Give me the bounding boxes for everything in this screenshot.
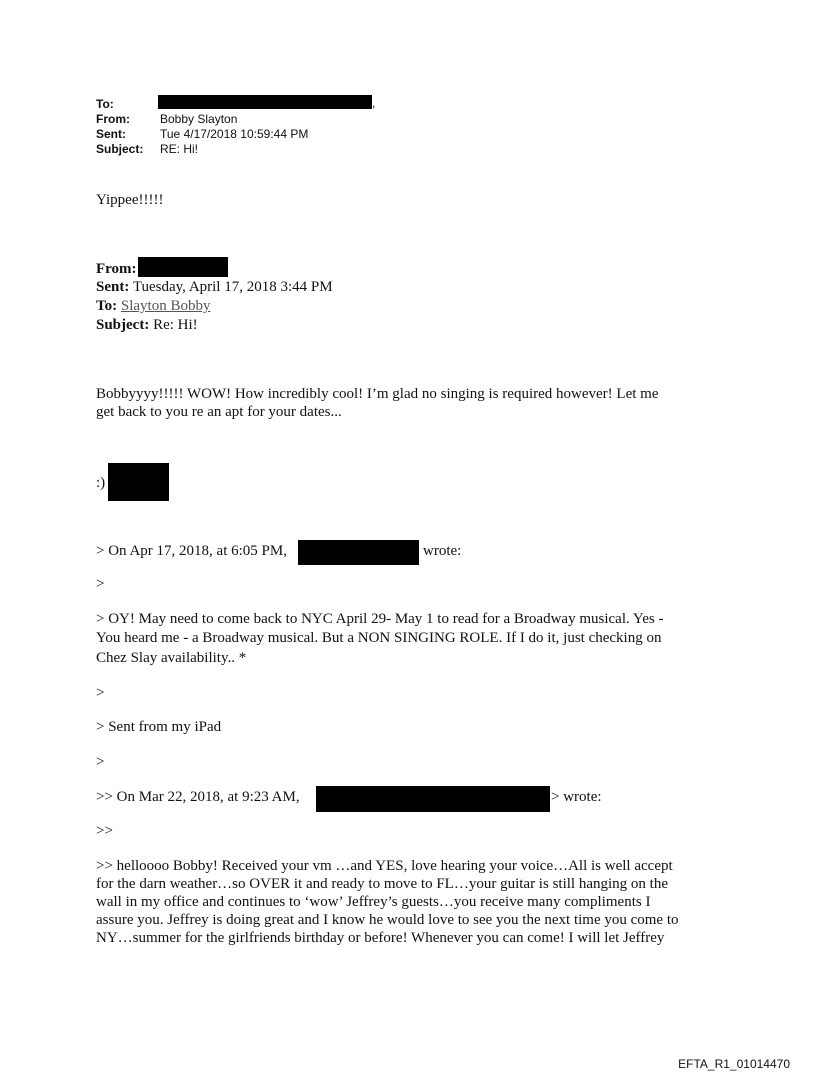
quote-marker-2: > (96, 685, 105, 701)
quote-marker-1: > (96, 576, 105, 592)
redacted-to-address (158, 95, 372, 109)
redacted-apr-sender (298, 540, 419, 565)
quoted-from-label: From: (96, 261, 137, 277)
on-apr-suffix: wrote: (423, 543, 462, 559)
quote-marker-4: >> (96, 823, 113, 839)
hello-line2: for the darn weather…so OVER it and ready to move to FL…your guitar is still hanging on the (96, 876, 668, 892)
from-label: From: (96, 112, 130, 126)
redacted-mar-sender (316, 786, 550, 812)
subject-value: RE: Hi! (160, 142, 199, 156)
sent-from-ipad: > Sent from my iPad (96, 719, 222, 735)
sent-label: Sent: (96, 127, 126, 141)
smiley-text: :) (96, 475, 106, 491)
reply-text: Yippee!!!!! (96, 192, 164, 208)
quoted-from-row (96, 260, 137, 278)
quote-marker-3: > (96, 754, 105, 770)
redaction-tail: , (372, 96, 376, 110)
redacted-signature (108, 463, 169, 501)
document-id: EFTA_R1_01014470 (678, 1057, 790, 1071)
quoted-subject-row (96, 316, 198, 334)
quoted-sent-value: Tuesday, April 17, 2018 3:44 PM (132, 279, 333, 295)
oy-line3: Chez Slay availability.. * (96, 650, 247, 666)
sent-value: Tue 4/17/2018 10:59:44 PM (160, 127, 309, 141)
quoted-to-row (96, 297, 210, 315)
hello-line1: >> helloooo Bobby! Received your vm …and YES, love hearing your voice…All is well accept (96, 858, 673, 874)
quoted-subject-label: Subject: (96, 317, 150, 333)
to-label: To: (96, 97, 114, 111)
on-apr-prefix: > On Apr 17, 2018, at 6:05 PM, (96, 543, 287, 559)
hello-line3: wall in my office and continues to ‘wow’ Jeffrey’s guests…you receive many compliments I (96, 894, 651, 910)
on-mar-prefix: >> On Mar 22, 2018, at 9:23 AM, (96, 789, 300, 805)
subject-label: Subject: (96, 142, 144, 156)
hello-line5: NY…summer for the girlfriends birthday or before! Whenever you can come! I will let Jeffrey (96, 930, 665, 946)
quoted-subject-value: Re: Hi! (153, 317, 198, 333)
quoted-to-link[interactable]: Slayton Bobby (120, 298, 211, 314)
quoted-sent-label: Sent: (96, 279, 130, 295)
on-mar-suffix: > wrote: (551, 789, 602, 805)
quoted-to-label: To: (96, 298, 118, 314)
message1-line1: Bobbyyyy!!!!! WOW! How incredibly cool! I’m glad no singing is required however! Let me (96, 386, 659, 402)
oy-line1: > OY! May need to come back to NYC April 29- May 1 to read for a Broadway musical. Yes - (96, 611, 664, 627)
redacted-sender (138, 257, 228, 277)
quoted-sent-row (96, 278, 333, 296)
from-value: Bobby Slayton (160, 112, 238, 126)
message1-line2: get back to you re an apt for your dates... (96, 404, 342, 420)
hello-line4: assure you. Jeffrey is doing great and I know he would love to see you the next time you come to (96, 912, 679, 928)
oy-line2: You heard me - a Broadway musical. But a NON SINGING ROLE. If I do it, just checking on (96, 630, 662, 646)
